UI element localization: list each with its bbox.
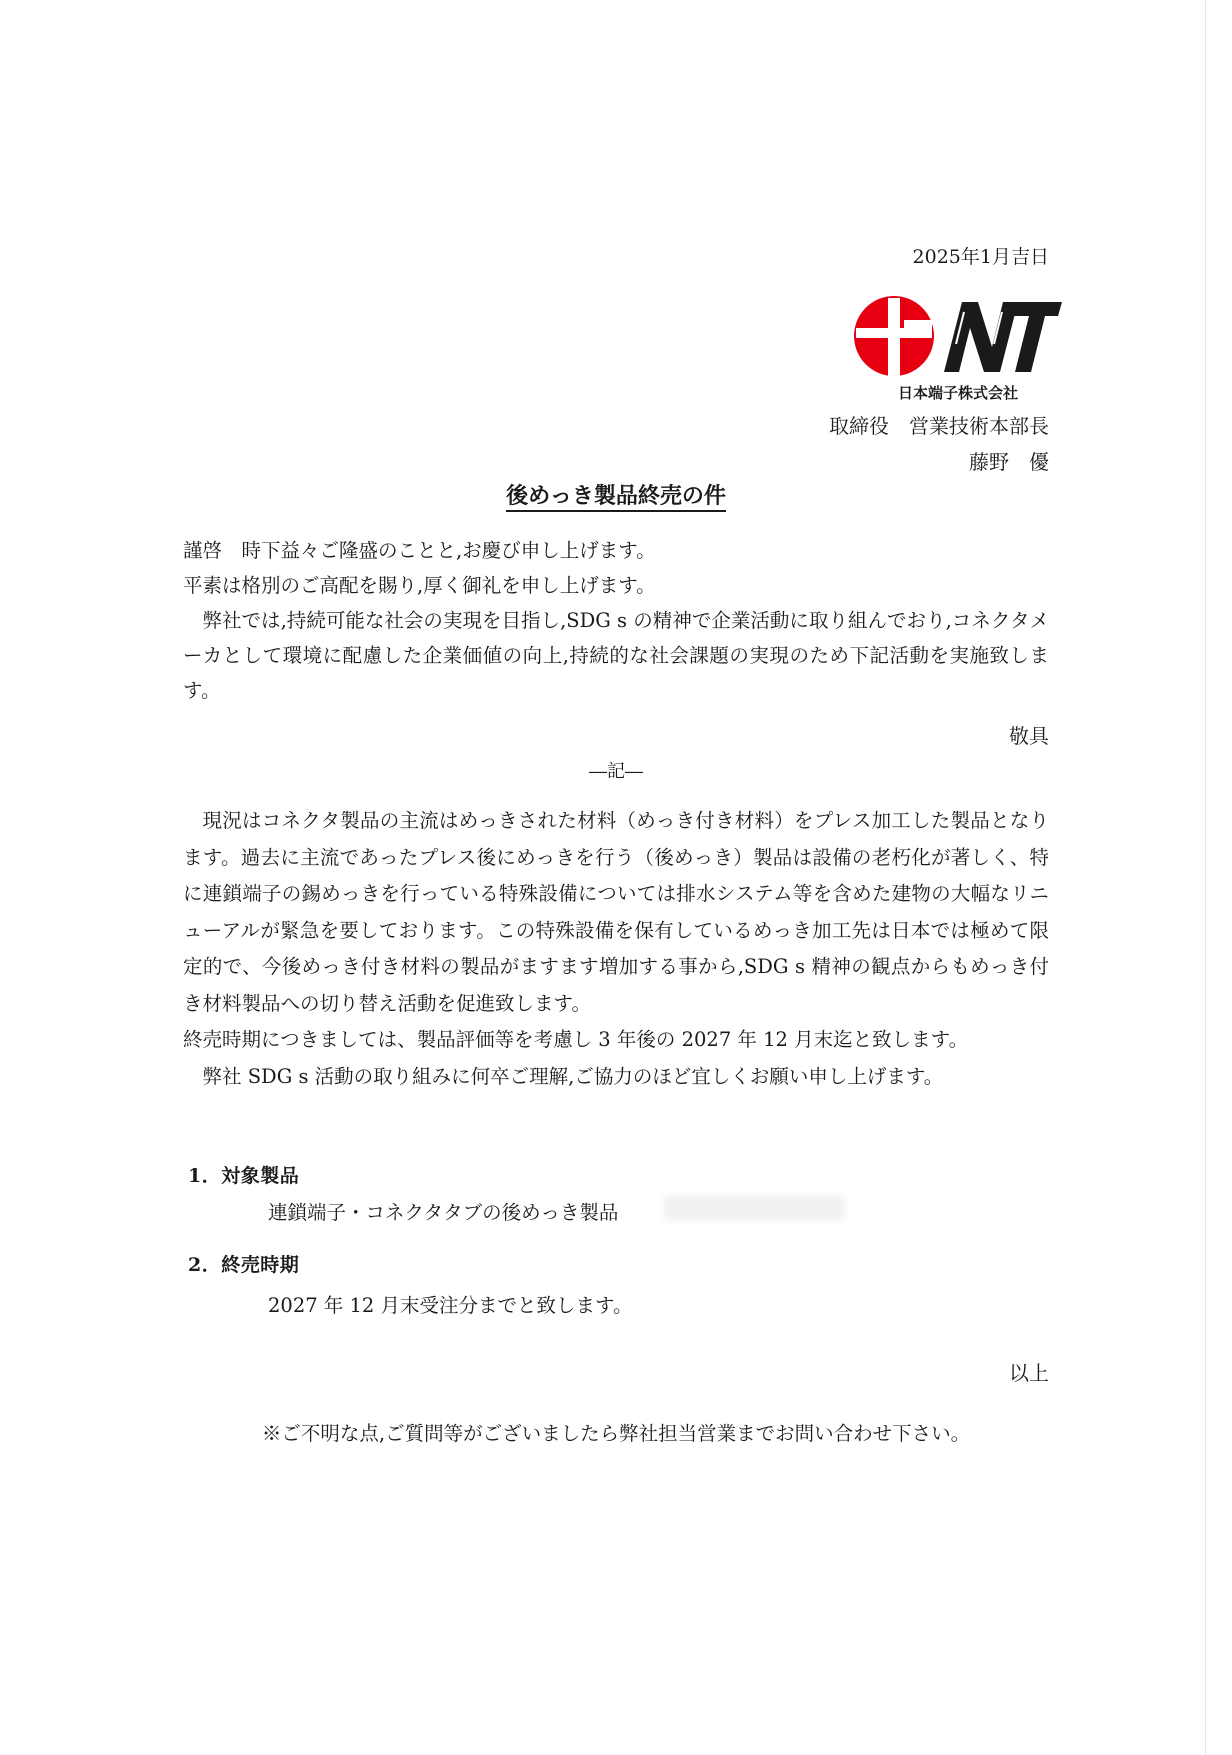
end-of-sale-line: 終売時期につきましては、製品評価等を考慮し 3 年後の 2027 年 12 月末迄と致します。: [183, 1028, 969, 1051]
signer-role: 取締役 営業技術本部長: [829, 414, 1049, 438]
body-section: [183, 803, 1049, 1095]
letter-date: 2025年1月吉日: [912, 246, 1049, 268]
signer-name: 藤野 優: [969, 450, 1049, 474]
item-content-target-products: 連鎖端子・コネクタタブの後めっき製品: [268, 1201, 619, 1224]
redacted-area: [664, 1196, 844, 1220]
item-heading-end-of-sale: 2．終売時期: [188, 1254, 300, 1276]
body-main-paragraph: 現況はコネクタ製品の主流はめっきされた材料（めっき付き材料）をプレス加工した製品となります。過去に主流であったプレス後にめっきを行う（後めっき）製品は設備の老朽化が著しく、特に連鎖端子の錫めっきを行っている特殊設備については排水システム等を含めた建物の大幅なリニューアルが緊急を要しております。この特殊設備を保有しているめっき加工先は日本では極めて限定的で、今後めっき付き材料の製品がますます増加する事から,SDG s 精神の観点からもめっき付き材料製品への切り替え活動を促進致します。: [183, 809, 1049, 1015]
greeting-line-2: 平素は格別のご高配を賜り,厚く御礼を申し上げます。: [183, 574, 656, 597]
contact-note: ※ご不明な点,ご質問等がございましたら弊社担当営業までお問い合わせ下さい。: [261, 1422, 971, 1445]
greeting-line-1: 謹啓 時下益々ご隆盛のことと,お慶び申し上げます。: [183, 539, 656, 562]
closing-ijou: 以上: [1009, 1361, 1049, 1385]
ki-heading: ―記―: [589, 761, 643, 782]
request-line: 弊社 SDG s 活動の取り組みに何卒ご理解,ご協力のほど宜しくお願い申し上げます。: [202, 1064, 944, 1088]
item-content-end-of-sale: 2027 年 12 月末受注分までと致します。: [268, 1294, 633, 1317]
intro-paragraph: 弊社では,持続可能な社会の実現を目指し,SDG s の精神で企業活動に取り組んでおり,コネクタメーカとして環境に配慮した企業価値の向上,持続的な社会課題の実現のため下記活動を実施致します。: [183, 609, 1049, 702]
closing-keigu: 敬具: [1009, 724, 1049, 748]
scan-edge: [1205, 0, 1206, 1755]
company-wordmark: [883, 384, 1033, 400]
svg-text:日本端子株式会社: 日本端子株式会社: [897, 384, 1019, 400]
document-title: 後めっき製品終売の件: [0, 482, 1232, 510]
item-heading-target-products: 1．対象製品: [188, 1165, 300, 1187]
